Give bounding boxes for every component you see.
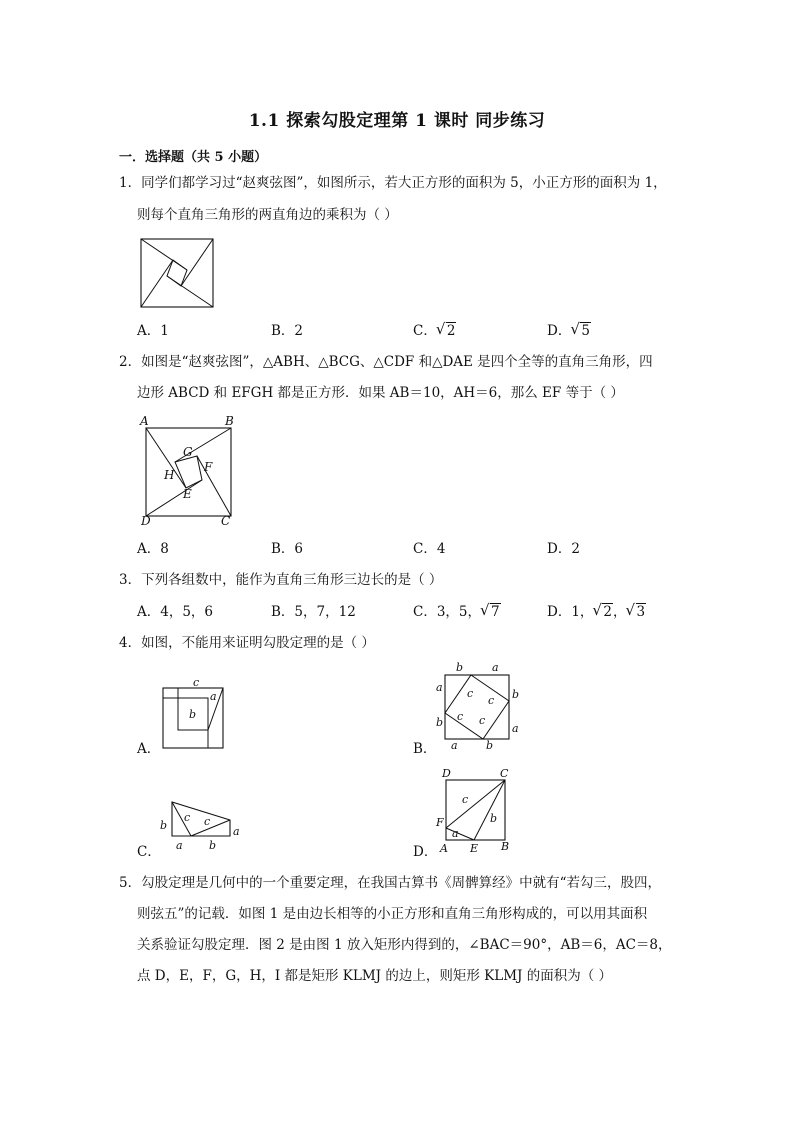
- label-a: a: [233, 825, 240, 838]
- label-f: F: [436, 816, 444, 829]
- q1-option-c[interactable]: C．√ 2: [413, 322, 456, 340]
- label-h: H: [164, 468, 175, 482]
- label-a: a: [436, 681, 443, 694]
- q2-text-line1: 2．如图是“赵爽弦图”，△ABH、△BCG、△CDF 和△DAE 是四个全等的直角三角形，四: [119, 354, 653, 370]
- q2-option-d[interactable]: D．2: [547, 541, 580, 557]
- q1-option-d[interactable]: D．√ 5: [547, 322, 591, 340]
- sqrt-sign: √ 2: [593, 603, 613, 621]
- label-a: a: [512, 722, 519, 735]
- q4-option-b[interactable]: B．: [413, 741, 437, 757]
- q4-figure-c: [156, 798, 248, 856]
- label-b: b: [189, 708, 197, 721]
- label-c: c: [457, 710, 464, 723]
- q4-text-line1: 4．如图，不能用来证明勾股定理的是（ ）: [119, 635, 375, 651]
- label-c: c: [462, 793, 469, 806]
- label-g: G: [183, 445, 193, 459]
- label-a: A: [440, 842, 448, 855]
- label-c: c: [488, 694, 495, 707]
- label-a: a: [176, 839, 183, 852]
- q2-option-a[interactable]: A．8: [137, 541, 169, 557]
- q5-text-line2: 则弦五”的记载．如图 1 是由边长相等的小正方形和直角三角形构成的，可以用其面积: [137, 906, 648, 922]
- label-f: F: [204, 460, 213, 474]
- section-heading: 一．选择题（共 5 小题）: [119, 150, 268, 165]
- q5-text-line4: 点 D，E，F，G，H，I 都是矩形 KLMJ 的边上，则矩形 KLMJ 的面积为（ ）: [137, 968, 613, 984]
- sqrt-sign: √ 5: [571, 322, 591, 340]
- label-b: b: [486, 739, 494, 752]
- label-b: b: [209, 839, 217, 852]
- q5-text-line1: 5．勾股定理是几何中的一个重要定理，在我国古算书《周髀算经》中就有“若勾三，股四，: [119, 875, 661, 891]
- label-b: b: [512, 688, 520, 701]
- label-e: E: [470, 842, 479, 855]
- q3-option-d[interactable]: D．1，√ 2，√ 3: [547, 603, 646, 621]
- page-title: 1.1 探索勾股定理第 1 课时 同步练习: [248, 111, 546, 131]
- q4-figure-a: [162, 676, 232, 752]
- label-a: a: [210, 690, 217, 703]
- q4-figure-d: [432, 766, 518, 858]
- q4-option-c[interactable]: C．: [137, 844, 161, 860]
- q4-figure-b: [431, 660, 523, 754]
- label-b: b: [490, 812, 498, 825]
- q4-option-a[interactable]: A．: [137, 741, 161, 757]
- q1-text-line2: 则每个直角三角形的两直角边的乘积为（ ）: [137, 207, 398, 223]
- q5-text-line3: 关系验证勾股定理．图 2 是由图 1 放入矩形内得到的，∠BAC＝90°，AB＝6，AC＝8，: [137, 937, 672, 953]
- q2-option-b[interactable]: B．6: [271, 541, 304, 557]
- q3-option-a[interactable]: A．4，5，6: [137, 604, 214, 620]
- q3-option-b[interactable]: B．5，7，12: [271, 604, 356, 620]
- q3-option-c[interactable]: C．3，5，√ 7: [413, 603, 501, 621]
- label-c: c: [479, 714, 486, 727]
- label-a: a: [452, 827, 459, 840]
- q1-option-b[interactable]: B．2: [271, 323, 304, 339]
- q3-text-line1: 3．下列各组数中，能作为直角三角形三边长的是（ ）: [119, 572, 443, 588]
- label-b: b: [436, 716, 444, 729]
- label-c: c: [193, 676, 200, 689]
- q1-option-a[interactable]: A．1: [137, 323, 169, 339]
- q2-text-line2: 边形 ABCD 和 EFGH 都是正方形．如果 AB＝10，AH＝6，那么 EF 等于（ ）: [137, 385, 624, 401]
- q1-text-line1: 1．同学们都学习过“赵爽弦图”，如图所示，若大正方形的面积为 5，小正方形的面积为 1，: [119, 175, 667, 191]
- sqrt-sign: √ 3: [627, 603, 647, 621]
- label-e: E: [183, 487, 192, 501]
- label-d: D: [141, 514, 151, 528]
- label-a: A: [140, 414, 149, 428]
- label-c: c: [204, 815, 211, 828]
- sqrt-sign: √ 7: [481, 603, 501, 621]
- label-b: b: [456, 661, 464, 674]
- label-b: B: [501, 840, 510, 853]
- label-c: C: [221, 514, 231, 528]
- label-c: c: [467, 687, 474, 700]
- q4-option-d[interactable]: D．: [413, 844, 438, 860]
- label-a: a: [451, 739, 458, 752]
- label-d: D: [442, 767, 451, 780]
- label-c: C: [500, 767, 509, 780]
- sqrt-sign: √ 2: [437, 322, 457, 340]
- label-b: b: [160, 819, 168, 832]
- label-c: c: [184, 811, 191, 824]
- q2-figure-square-abcd: [137, 414, 241, 526]
- q1-figure-zhaoshuang-diagram: [140, 238, 214, 308]
- label-b: B: [225, 414, 234, 428]
- label-a: a: [492, 661, 499, 674]
- q2-option-c[interactable]: C．4: [413, 541, 446, 557]
